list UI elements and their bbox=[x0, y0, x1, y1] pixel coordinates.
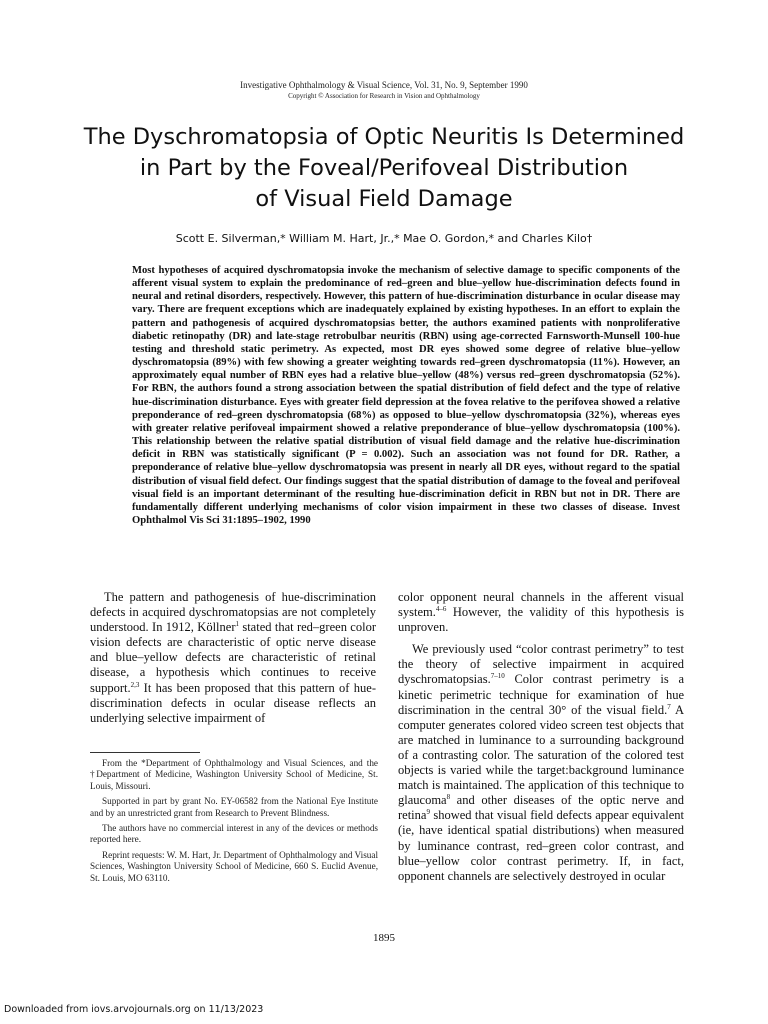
reference-superscript: 7 bbox=[667, 702, 671, 711]
title-line-3: of Visual Field Damage bbox=[255, 186, 513, 212]
title-line-2: in Part by the Foveal/Perifoveal Distribution bbox=[139, 155, 629, 181]
text-run: A computer generates colored video screen test objects that are matched in luminance to a surrounding background of a contrasting color. The saturation of the colored test objects is varied while the target:background luminance match is maintained. The application of this technique to glaucoma bbox=[398, 702, 684, 808]
page-number: 1895 bbox=[373, 932, 395, 944]
author-list: Scott E. Silverman,* William M. Hart, Jr.,* Mae O. Gordon,* and Charles Kilo† bbox=[175, 232, 593, 245]
text-run: We previously used “color contrast perimetry” to test the theory of selective impairment in acquired dyschromatopsias. bbox=[398, 642, 684, 687]
footnotes bbox=[90, 758, 378, 888]
abstract: Most hypotheses of acquired dyschromatopsia invoke the mechanism of selective damage to specific components of the afferent visual system to explain the predominance of red–green and blue–yellow hue-discrimination defects found in neural and retinal disorders, respectively. However, this pattern of hue-discrimination disturbance in ocular disease may vary. There are frequent exceptions which are inadequately explained by existing hypotheses. In an effort to explain the pattern and pathogenesis of acquired dyschromatopsias better, the authors examined patients with nonproliferative diabetic retinopathy (DR) and late-stage retrobulbar neuritis (RBN) using age-corrected Farnsworth-Munsell 100-hue testing and threshold static perimetry. As expected, most DR eyes showed some degree of relative blue–yellow dyschromatopsia (89%) with few showing a greater weighting towards red–green dyschromatopsia (11%). However, an approximately equal number of RBN eyes had a relative blue–yellow (48%) versus red–green dyschromatopsia (52%). For RBN, the authors found a strong association between the spatial distribution of field defect and the type of relative hue-discrimination disturbance. Eyes with greater field depression at the fovea relative to the perifovea showed a relative preponderance of red–green dyschromatopsia (68%) as opposed to blue–yellow dyschromatopsia (32%), whereas eyes with greater relative perifoveal impairment showed a relative preponderance of blue–yellow dyschromatopsia (100%). This relationship between the relative spatial distribution of visual field damage and the relative hue-discrimination deficit in RBN was statistically significant (P = 0.002). Such an association was not found for DR. Rather, a preponderance of relative blue–yellow dyschromatopsia was present in nearly all DR eyes, without regard to the spatial distribution of visual field defect. Our findings suggest that the spatial distribution of damage to the foveal and perifoveal visual field is an important determinant of the resulting hue-discrimination deficit in RBN but not in DR. There are fundamentally different underlying mechanisms of color vision impairment in these two classes of disease. Invest Ophthalmol Vis Sci 31:1895–1902, 1990 bbox=[132, 265, 680, 526]
reference-superscript: 1 bbox=[235, 620, 239, 629]
body-column-right bbox=[398, 590, 684, 884]
text-run: It has been proposed that this pattern of hue-discrimination defects in ocular disease reflects an underlying selective impairment of bbox=[90, 680, 376, 725]
body-paragraph bbox=[398, 642, 684, 884]
text-run: and other diseases of the optic nerve and retina bbox=[398, 793, 684, 823]
body-column-left bbox=[90, 590, 376, 726]
text-run: showed that visual field defects appear equivalent (ie, have identical spatial distributions) when measured by luminance contrast, red–green color contrast, and blue–yellow color contrast perimetry. If, in fact, opponent channels are selectively destroyed in ocular bbox=[398, 808, 684, 883]
body-paragraph bbox=[398, 590, 684, 635]
paragraph-spacer bbox=[398, 635, 684, 642]
text-run: Color contrast perimetry is a kinetic perimetric technique for examination of hue discrimination in the central 30° of the visual field. bbox=[398, 672, 684, 717]
footnote-affiliation: From the *Department of Ophthalmology and Visual Sciences, and the †Department of Medicine, Washington University School of Medicine, St. Louis, Missouri. bbox=[90, 758, 378, 791]
reference-superscript: 9 bbox=[426, 808, 430, 817]
footnote-funding: Supported in part by grant No. EY-06582 from the National Eye Institute and by an unrestricted grant from Research to Prevent Blindness. bbox=[90, 796, 378, 818]
reference-superscript: 2,3 bbox=[130, 680, 140, 689]
reference-superscript: 8 bbox=[446, 793, 451, 802]
journal-header bbox=[0, 80, 768, 102]
journal-copyright: Copyright © Association for Research in Vision and Ophthalmology bbox=[288, 92, 480, 100]
text-run: However, the validity of this hypothesis is unproven. bbox=[398, 605, 684, 635]
journal-citation: Investigative Ophthalmology & Visual Science, Vol. 31, No. 9, September 1990 bbox=[240, 80, 528, 90]
body-paragraph bbox=[90, 590, 376, 726]
footnote-reprints: Reprint requests: W. M. Hart, Jr. Department of Ophthalmology and Visual Sciences, Washington University School of Medicine, 660 S. Euclid Avenue, St. Louis, MO 63110. bbox=[90, 849, 378, 883]
text-run: The pattern and pathogenesis of hue-discrimination defects in acquired dyschromatopsias are not completely understood. In 1912, Köllner bbox=[90, 590, 376, 635]
reference-superscript: 4–6 bbox=[435, 604, 447, 613]
text-run: stated that red–green color vision defects are characteristic of optic nerve disease and blue–yellow defects are characteristic of retinal disease, a hypothesis which continues to receive support. bbox=[90, 620, 376, 695]
article-title bbox=[60, 122, 708, 215]
footnote-interest: The authors have no commercial interest in any of the devices or methods reported here. bbox=[90, 823, 378, 845]
download-watermark: Downloaded from iovs.arvojournals.org on 11/13/2023 bbox=[4, 1004, 264, 1015]
title-line-1: The Dyschromatopsia of Optic Neuritis Is Determined bbox=[83, 124, 685, 150]
text-run: color opponent neural channels in the afferent visual system. bbox=[398, 590, 684, 620]
footnote-divider bbox=[90, 752, 200, 753]
reference-superscript: 7–10 bbox=[490, 672, 505, 681]
